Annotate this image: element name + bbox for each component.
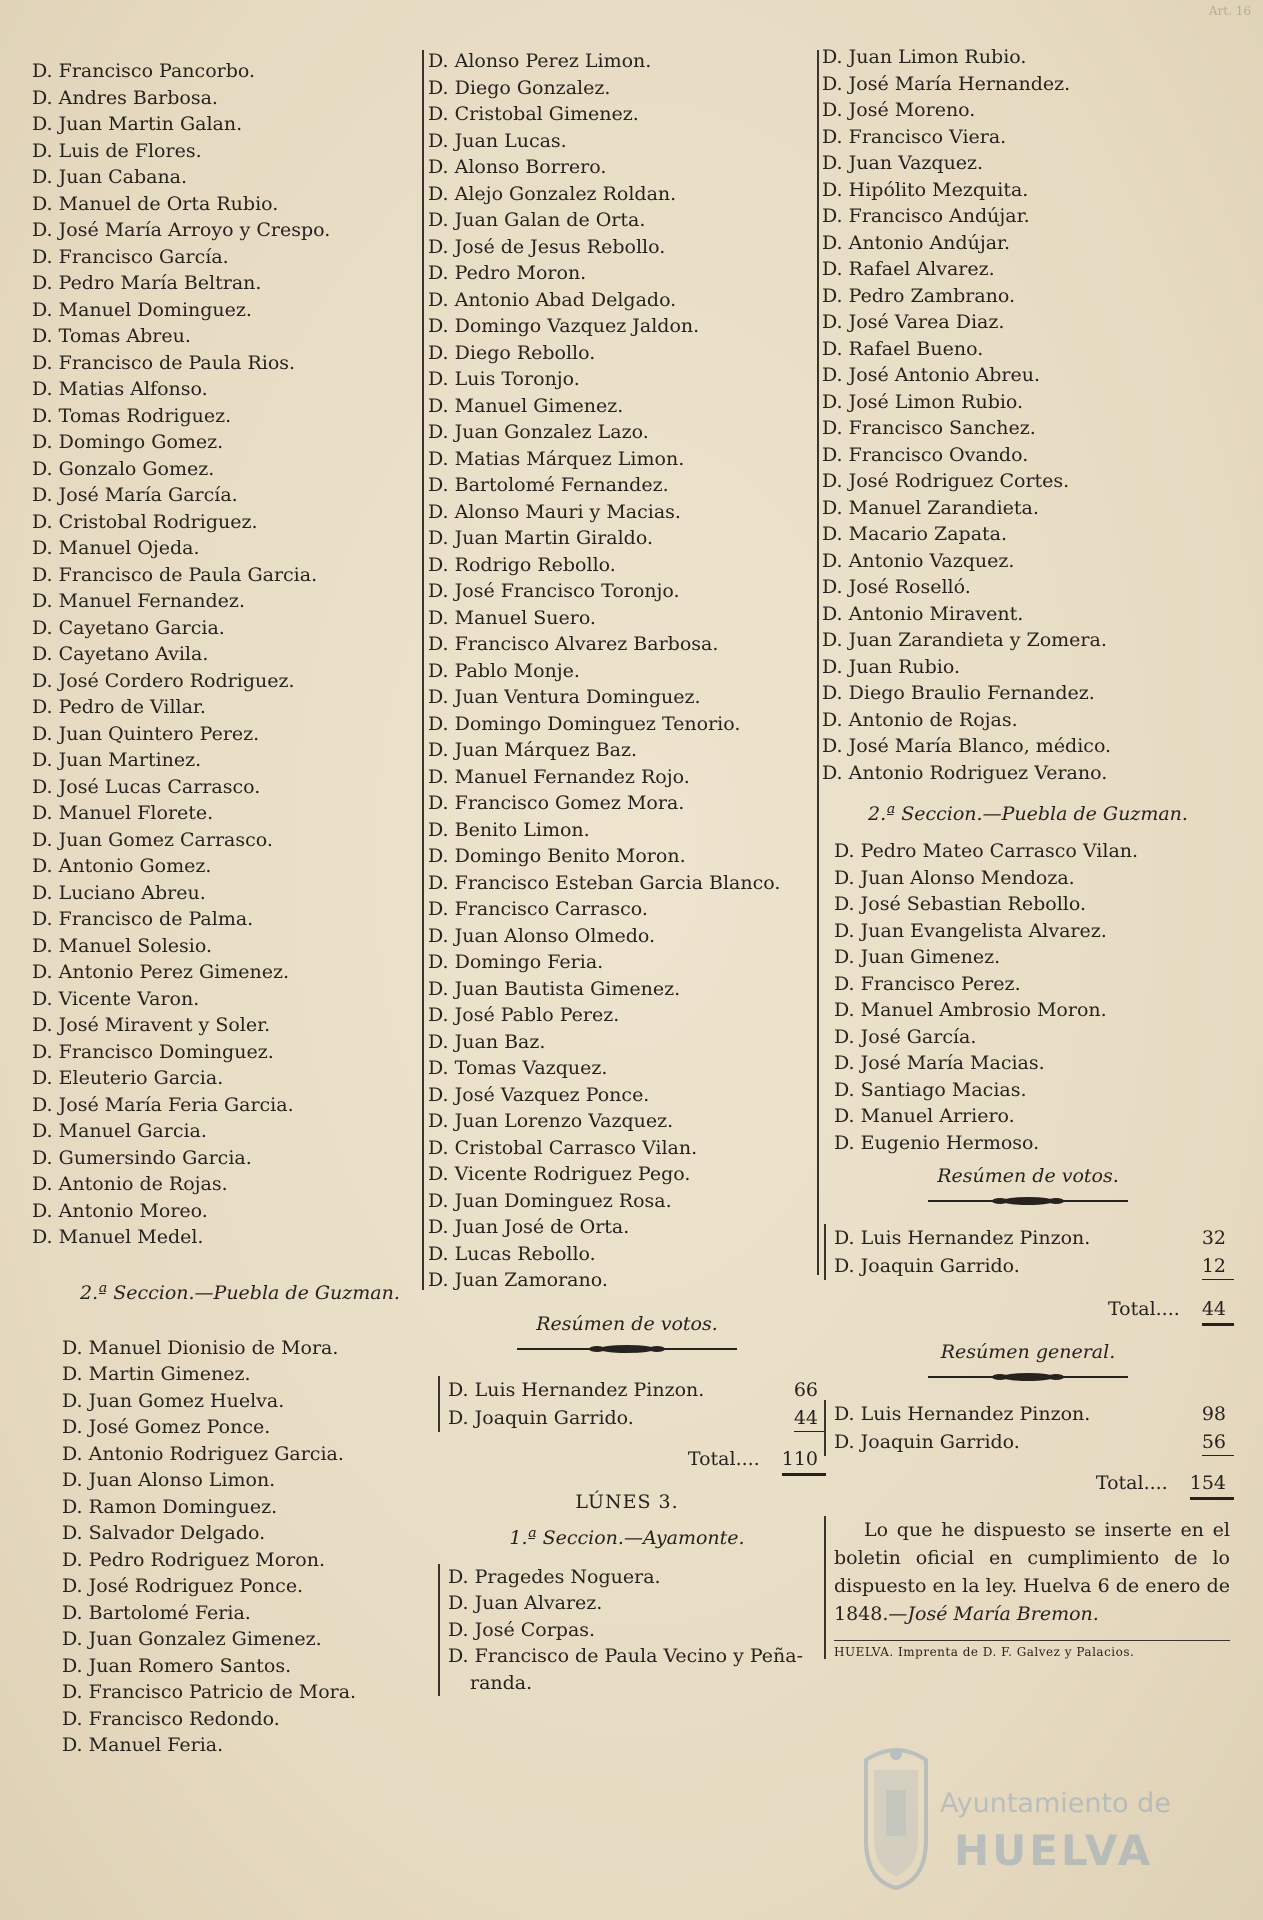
list-item: D. Francisco de Paula Rios.	[32, 351, 296, 374]
list-item: D. Cristobal Rodriguez.	[32, 510, 258, 533]
list-item: D. Francisco de Palma.	[32, 908, 254, 930]
list-item: D. Hipólito Mezquita.	[822, 178, 1029, 201]
vote-row	[834, 1224, 1234, 1252]
list-item: D. José María García.	[32, 484, 238, 506]
list-item: D. Pedro María Beltran.	[32, 272, 262, 294]
list-item: D. José Pablo Perez.	[428, 1004, 620, 1026]
vote-total-row	[822, 1292, 1234, 1326]
total-value: 110	[782, 1442, 826, 1476]
list-item: D. Matias Alfonso.	[32, 378, 208, 400]
list-item: D. Gumersindo Garcia.	[32, 1146, 252, 1169]
list-item: D. Cristobal Gimenez.	[428, 103, 639, 125]
general-summary-title: Resúmen general.	[940, 1341, 1116, 1363]
list-item: D. Francisco Gomez Mora.	[428, 792, 685, 814]
list-item: D. Manuel Zarandieta.	[822, 496, 1039, 519]
list-item: D. Juan Limon Rubio.	[822, 46, 1027, 68]
candidate-name: D. Luis Hernandez Pinzon.	[448, 1378, 705, 1401]
list-item: D. José Sebastian Rebollo.	[834, 893, 1086, 915]
vote-summary-table	[824, 1224, 1234, 1280]
vote-summary-title: Resúmen de votos.	[536, 1312, 718, 1335]
section-title-puebla: 2.ª Seccion.—Puebla de Guzman.	[80, 1281, 400, 1304]
list-item: D. José María Blanco, médico.	[822, 735, 1112, 757]
name-list-bottom	[32, 1335, 417, 1759]
list-item: D. Francisco Viera.	[822, 125, 1007, 148]
list-item: D. Macario Zapata.	[822, 523, 1008, 545]
list-item: D. Alonso Perez Limon.	[428, 50, 652, 72]
vote-row	[448, 1404, 826, 1432]
list-item: D. Juan Dominguez Rosa.	[428, 1189, 672, 1212]
vote-total-row	[428, 1442, 826, 1476]
list-item: D. Juan Gonzalez Gimenez.	[62, 1628, 322, 1650]
list-item: D. Pragedes Noguera.	[448, 1565, 661, 1588]
list-item: D. Juan Gomez Carrasco.	[32, 828, 273, 851]
list-item: D. Francisco Andújar.	[822, 205, 1030, 227]
list-item: D. Manuel Dionisio de Mora.	[62, 1336, 339, 1359]
list-item: D. Juan Bautista Gimenez.	[428, 977, 681, 1000]
column-2	[428, 48, 826, 1696]
list-item: D. Tomas Vazquez.	[428, 1057, 608, 1079]
list-item: D. Pedro Rodriguez Moron.	[62, 1548, 325, 1571]
list-item: D. Antonio Vazquez.	[822, 549, 1015, 572]
list-item: D. Manuel Garcia.	[32, 1120, 207, 1142]
list-item: D. Juan Alonso Mendoza.	[834, 866, 1075, 889]
list-item: D. Juan Gomez Huelva.	[62, 1389, 285, 1412]
list-item: D. Juan Martinez.	[32, 749, 202, 771]
list-item: D. Manuel Feria.	[62, 1734, 224, 1756]
list-item: D. Francisco Perez.	[834, 972, 1021, 995]
list-item: D. Vicente Varon.	[32, 987, 200, 1010]
city-shield-icon	[860, 1740, 932, 1890]
list-item: D. José María Feria Garcia.	[32, 1093, 294, 1116]
list-item: D. Cristobal Carrasco Vilan.	[428, 1136, 698, 1159]
list-item: D. Juan Márquez Baz.	[428, 739, 637, 761]
list-item: D. Manuel Fernandez.	[32, 590, 245, 612]
list-item: D. Francisco Dominguez.	[32, 1040, 274, 1063]
list-item: D. Bartolomé Fernandez.	[428, 474, 669, 496]
list-item: D. Juan Gimenez.	[834, 946, 1001, 968]
list-item: D. Diego Rebollo.	[428, 341, 596, 364]
vote-count: 12	[1202, 1252, 1234, 1280]
list-item: D. Tomas Rodriguez.	[32, 404, 232, 427]
total-label: Total....	[1107, 1298, 1180, 1320]
candidate-name: D. Luis Hernandez Pinzon.	[834, 1403, 1091, 1425]
list-item: D. Lucas Rebollo.	[428, 1242, 596, 1265]
list-item: D. Francisco García.	[32, 245, 229, 268]
list-item: D. José Gomez Ponce.	[62, 1416, 271, 1438]
candidate-name: D. Joaquin Garrido.	[448, 1406, 634, 1429]
list-item: D. Francisco Alvarez Barbosa.	[428, 633, 719, 655]
day-heading: LÚNES 3.	[575, 1490, 679, 1513]
candidate-name: D. Luis Hernandez Pinzon.	[834, 1227, 1091, 1249]
list-item: randa.	[470, 1671, 533, 1694]
list-item: D. Juan Alonso Limon.	[62, 1469, 276, 1491]
list-item: D. José Limon Rubio.	[822, 390, 1024, 413]
watermark	[850, 1740, 1210, 1900]
list-item: D. José Moreno.	[822, 99, 976, 121]
total-value: 44	[1202, 1292, 1234, 1326]
list-item: D. Juan Quintero Perez.	[32, 722, 260, 745]
vote-count: 98	[1201, 1403, 1226, 1425]
list-item: D. José García.	[834, 1025, 977, 1048]
list-item: D. Ramon Dominguez.	[62, 1495, 278, 1518]
list-item: D. José María Arroyo y Crespo.	[32, 219, 331, 241]
list-item: D. Manuel Fernandez Rojo.	[428, 765, 690, 788]
list-item: D. Juan Lorenzo Vazquez.	[428, 1110, 674, 1132]
list-item: D. Manuel Ojeda.	[32, 537, 200, 559]
list-item: D. Antonio Gomez.	[32, 855, 212, 877]
list-item: D. José Lucas Carrasco.	[32, 775, 261, 798]
list-item: D. Juan Ventura Dominguez.	[428, 686, 701, 708]
ayamonte-list	[438, 1564, 826, 1697]
list-item: D. Martin Gimenez.	[62, 1363, 251, 1385]
list-item: D. Manuel Dominguez.	[32, 298, 252, 321]
list-item: D. Pedro Mateo Carrasco Vilan.	[834, 840, 1139, 862]
list-item: D. José Miravent y Soler.	[32, 1014, 271, 1036]
vote-row	[448, 1376, 826, 1404]
list-item: D. Antonio Rodriguez Garcia.	[62, 1442, 344, 1465]
list-item: D. Antonio Perez Gimenez.	[32, 961, 290, 983]
column-rule-1	[422, 50, 424, 1290]
list-item: D. José Vazquez Ponce.	[428, 1083, 650, 1106]
list-item: D. Antonio Moreo.	[32, 1199, 208, 1222]
ornament-divider	[822, 1368, 1234, 1386]
section-title-puebla: 2.ª Seccion.—Puebla de Guzman.	[868, 803, 1188, 825]
list-item: D. Antonio de Rojas.	[822, 708, 1018, 731]
list-item: D. Tomas Abreu.	[32, 325, 191, 347]
list-item: D. Manuel Gimenez.	[428, 394, 624, 417]
list-item: D. Antonio Miravent.	[822, 602, 1024, 625]
list-item: D. José Antonio Abreu.	[822, 364, 1041, 386]
vote-summary-table	[438, 1376, 826, 1432]
list-item: D. Bartolomé Feria.	[62, 1601, 251, 1624]
vote-count: 44	[794, 1404, 826, 1432]
watermark-line2: HUELVA	[954, 1826, 1154, 1875]
list-item: D. Juan Cabana.	[32, 166, 188, 188]
list-item: D. Alonso Mauri y Macias.	[428, 500, 681, 523]
page-mark: Art. 16	[1208, 4, 1251, 18]
list-item: D. Rafael Bueno.	[822, 337, 984, 360]
closing-text: Lo que he dispuesto se inserte en el boletin oficial en cumplimiento de lo dispuesto en la ley. Huelva 6 de enero de 1848.	[834, 1519, 1230, 1625]
general-total-row	[822, 1466, 1234, 1500]
list-item: D. Juan Martin Galan.	[32, 113, 243, 135]
list-item: D. Domingo Vazquez Jaldon.	[428, 315, 700, 337]
list-item: D. Benito Limon.	[428, 818, 590, 841]
list-item: D. Juan Alonso Olmedo.	[428, 924, 656, 947]
list-item: D. Domingo Feria.	[428, 951, 604, 973]
list-item: D. José de Jesus Rebollo.	[428, 235, 666, 258]
list-item: D. Juan Evangelista Alvarez.	[834, 919, 1107, 942]
list-item: D. José Roselló.	[822, 576, 971, 598]
candidate-name: D. Joaquin Garrido.	[834, 1431, 1020, 1453]
column-3	[822, 44, 1234, 1659]
list-item: D. Francisco Pancorbo.	[32, 60, 256, 82]
list-item: D. Salvador Delgado.	[62, 1522, 266, 1544]
vote-summary-title: Resúmen de votos.	[937, 1165, 1119, 1187]
list-item: D. José María Macias.	[834, 1052, 1045, 1074]
list-item: D. Juan Baz.	[428, 1030, 546, 1053]
name-list	[428, 48, 826, 1294]
general-total-value: 154	[1190, 1466, 1234, 1500]
list-item: D. Pedro Zambrano.	[822, 284, 1016, 307]
list-item: D. Manuel Ambrosio Moron.	[834, 999, 1107, 1021]
list-item: D. Rodrigo Rebollo.	[428, 553, 616, 576]
name-list-top	[822, 44, 1234, 786]
list-item: D. Domingo Benito Moron.	[428, 845, 686, 867]
list-item: D. Pablo Monje.	[428, 659, 580, 682]
list-item: D. Santiago Macias.	[834, 1078, 1027, 1101]
list-item: D. Diego Braulio Fernandez.	[822, 682, 1095, 704]
candidate-name: D. Joaquin Garrido.	[834, 1255, 1020, 1277]
vote-count: 56	[1202, 1428, 1234, 1456]
name-list-section	[822, 838, 1234, 1156]
list-item: D. Alonso Borrero.	[428, 156, 607, 178]
list-item: D. Manuel Suero.	[428, 606, 596, 629]
list-item: D. Antonio Abad Delgado.	[428, 288, 677, 311]
list-item: D. Juan José de Orta.	[428, 1216, 630, 1238]
vote-row	[834, 1428, 1234, 1456]
list-item: D. José Francisco Toronjo.	[428, 580, 680, 602]
column-1	[32, 58, 417, 1759]
ornament-divider	[822, 1192, 1234, 1210]
watermark-line1: Ayuntamiento de	[940, 1788, 1171, 1819]
general-summary-table	[824, 1400, 1234, 1456]
name-list-top	[32, 58, 417, 1251]
list-item: D. José Varea Diaz.	[822, 311, 1005, 333]
list-item: D. José Rodriguez Ponce.	[62, 1575, 304, 1597]
list-item: D. Juan Vazquez.	[822, 152, 984, 174]
vote-row	[834, 1252, 1234, 1280]
list-item: D. Matias Márquez Limon.	[428, 447, 685, 470]
list-item: D. Juan Alvarez.	[448, 1592, 603, 1614]
list-item: D. Alejo Gonzalez Roldan.	[428, 182, 677, 205]
list-item: D. Juan Rubio.	[822, 655, 961, 678]
closing-signature: —José María Bremon.	[888, 1603, 1099, 1625]
list-item: D. Juan Zarandieta y Zomera.	[822, 629, 1107, 651]
vote-row	[834, 1400, 1234, 1428]
list-item: D. Francisco Carrasco.	[428, 898, 648, 920]
list-item: D. José María Hernandez.	[822, 72, 1071, 95]
list-item: D. Francisco Sanchez.	[822, 417, 1036, 439]
vote-count: 66	[793, 1378, 818, 1401]
list-item: D. Domingo Gomez.	[32, 431, 224, 453]
list-item: D. Gonzalo Gomez.	[32, 457, 215, 480]
list-item: D. Francisco de Paula Garcia.	[32, 563, 318, 586]
list-item: D. Cayetano Avila.	[32, 643, 209, 665]
list-item: D. Francisco Esteban Garcia Blanco.	[428, 871, 781, 894]
list-item: D. Francisco Ovando.	[822, 443, 1029, 466]
list-item: D. Juan Romero Santos.	[62, 1654, 292, 1677]
list-item: D. Eugenio Hermoso.	[834, 1131, 1040, 1154]
list-item: D. Juan Zamorano.	[428, 1269, 608, 1291]
ornament-divider	[428, 1340, 826, 1358]
list-item: D. Pedro de Villar.	[32, 696, 206, 718]
list-item: D. José Rodriguez Cortes.	[822, 470, 1070, 492]
general-total-label: Total....	[1095, 1472, 1168, 1494]
list-item: D. Francisco Patricio de Mora.	[62, 1681, 357, 1703]
list-item: D. Antonio Rodriguez Verano.	[822, 761, 1108, 784]
list-item: D. Domingo Dominguez Tenorio.	[428, 712, 741, 735]
list-item: D. Juan Lucas.	[428, 129, 567, 152]
list-item: D. Francisco de Paula Vecino y Peña-	[448, 1645, 804, 1667]
list-item: D. Diego Gonzalez.	[428, 76, 611, 99]
total-label: Total....	[687, 1447, 760, 1470]
list-item: D. Rafael Alvarez.	[822, 258, 995, 280]
list-item: D. José Corpas.	[448, 1618, 596, 1641]
list-item: D. Antonio de Rojas.	[32, 1173, 228, 1195]
list-item: D. Luis Toronjo.	[428, 368, 580, 390]
list-item: D. Francisco Redondo.	[62, 1707, 280, 1730]
closing-paragraph	[824, 1516, 1234, 1659]
vote-count: 32	[1201, 1227, 1226, 1249]
list-item: D. Manuel Arriero.	[834, 1105, 1015, 1127]
list-item: D. Eleuterio Garcia.	[32, 1067, 224, 1089]
list-item: D. Manuel de Orta Rubio.	[32, 192, 279, 215]
list-item: D. Luis de Flores.	[32, 139, 202, 162]
list-item: D. Juan Galan de Orta.	[428, 209, 646, 231]
list-item: D. Antonio Andújar.	[822, 231, 1011, 254]
list-item: D. Juan Gonzalez Lazo.	[428, 421, 649, 443]
list-item: D. Juan Martin Giraldo.	[428, 527, 653, 549]
imprint-line: HUELVA. Imprenta de D. F. Galvez y Palacios.	[834, 1640, 1230, 1659]
list-item: D. Luciano Abreu.	[32, 881, 206, 904]
list-item: D. Pedro Moron.	[428, 262, 587, 284]
list-item: D. Cayetano Garcia.	[32, 616, 225, 639]
list-item: D. Manuel Medel.	[32, 1226, 204, 1248]
section-title-ayamonte: 1.ª Seccion.—Ayamonte.	[509, 1526, 745, 1549]
list-item: D. Andres Barbosa.	[32, 86, 218, 109]
list-item: D. José Cordero Rodriguez.	[32, 669, 295, 692]
list-item: D. Vicente Rodriguez Pego.	[428, 1163, 691, 1185]
list-item: D. Manuel Solesio.	[32, 934, 212, 957]
list-item: D. Manuel Florete.	[32, 802, 214, 824]
